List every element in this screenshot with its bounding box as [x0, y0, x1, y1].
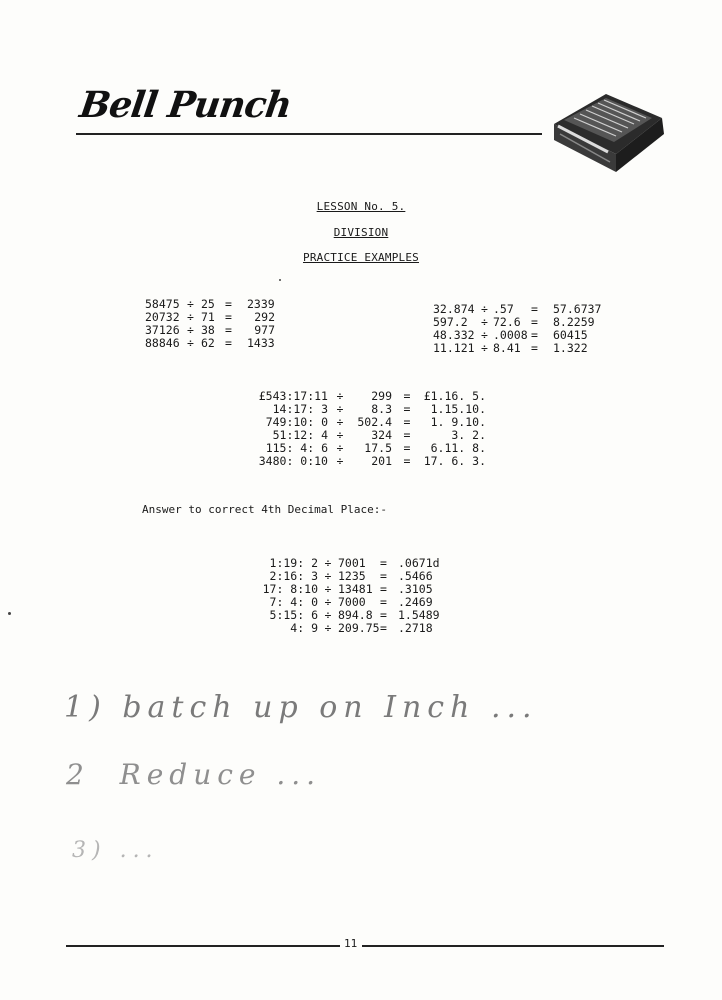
divisor: 38 [201, 323, 215, 337]
handwritten-note-line: 1) batch up on Inch ... [64, 690, 538, 725]
answer: 1.15.10. [430, 402, 486, 416]
division-sign: ÷ [324, 621, 332, 635]
dividend: 749:10: 0 [265, 415, 328, 429]
answer: 292 [254, 310, 275, 324]
equals-sign: = [380, 569, 387, 583]
divisor: 25 [201, 297, 215, 311]
dividend: 32.874 [433, 302, 475, 316]
division-sign: ÷ [324, 582, 332, 596]
equals-sign: = [225, 310, 232, 324]
dividend: 11.121 [433, 341, 475, 355]
page-number: 11 [344, 937, 358, 950]
equals-sign: = [531, 302, 538, 316]
answer: .5466 [398, 569, 433, 583]
answer: 1.322 [553, 341, 588, 355]
division-sign: ÷ [324, 608, 332, 622]
division-sign: ÷ [187, 336, 194, 350]
dividend: 1:19: 2 [269, 556, 318, 570]
header-rule [76, 133, 542, 135]
division-sign: ÷ [481, 341, 488, 355]
scan-speck [8, 612, 11, 615]
division-sign: ÷ [336, 454, 344, 468]
answer: 17. 6. 3. [423, 454, 486, 468]
divisor: 17.5 [364, 441, 392, 455]
divisor: 1235 [338, 569, 366, 583]
divisor: 209.75 [338, 621, 380, 635]
answer: .0671d [398, 556, 440, 570]
dividend: 48.332 [433, 328, 475, 342]
footer-rule-right [362, 945, 664, 947]
divisor: 71 [201, 310, 215, 324]
equals-sign: = [531, 341, 538, 355]
calculating-machine-picture [544, 76, 672, 176]
dividend: 51:12: 4 [272, 428, 328, 442]
answer: 2339 [247, 297, 275, 311]
division-block-fourth-decimal [262, 557, 440, 635]
answer: 6.11. 8. [430, 441, 486, 455]
division-sign: ÷ [481, 328, 488, 342]
handwritten-note-line: 3) ... [72, 838, 159, 863]
equals-sign: = [403, 415, 411, 429]
scan-speck [279, 279, 281, 281]
equals-sign: = [403, 428, 411, 442]
divisor: .0008 [493, 328, 528, 342]
dividend: 597.2 [433, 315, 468, 329]
divisor: 324 [371, 428, 392, 442]
division-sign: ÷ [481, 302, 488, 316]
answer: £1.16. 5. [423, 389, 486, 403]
answer: 60415 [553, 328, 588, 342]
divisor: 13481 [338, 582, 373, 596]
answer: .3105 [398, 582, 433, 596]
answer: 1.5489 [398, 608, 440, 622]
equals-sign: = [403, 389, 411, 403]
dividend: 5:15: 6 [269, 608, 318, 622]
division-row [262, 622, 440, 635]
division-sign: ÷ [187, 297, 194, 311]
division-sign: ÷ [336, 402, 344, 416]
decimal-place-note: Answer to correct 4th Decimal Place:- [142, 503, 388, 516]
dividend: £543:17:11 [258, 389, 328, 403]
dividend: 14:17: 3 [272, 402, 328, 416]
division-sign: ÷ [187, 323, 194, 337]
division-sign: ÷ [187, 310, 194, 324]
dividend: 3480: 0:10 [258, 454, 328, 468]
equals-sign: = [403, 402, 411, 416]
answer: 8.2259 [553, 315, 595, 329]
division-sign: ÷ [336, 389, 344, 403]
divisor: 8.41 [493, 341, 521, 355]
division-sign: ÷ [481, 315, 488, 329]
divisor: 894.8 [338, 608, 373, 622]
equals-sign: = [380, 595, 387, 609]
equals-sign: = [531, 328, 538, 342]
dividend: 4: 9 [290, 621, 318, 635]
equals-sign: = [225, 336, 232, 350]
divisor: 7000 [338, 595, 366, 609]
division-row [145, 337, 275, 350]
divisor: 62 [201, 336, 215, 350]
division-sign: ÷ [336, 415, 344, 429]
equals-sign: = [403, 454, 411, 468]
footer-rule-left [66, 945, 340, 947]
division-sign: ÷ [336, 428, 344, 442]
division-sign: ÷ [324, 556, 332, 570]
dividend: 7: 4: 0 [269, 595, 318, 609]
section-title: PRACTICE EXAMPLES [303, 251, 419, 264]
division-row [256, 455, 486, 468]
bell-punch-logo: Bell Punch [77, 84, 294, 126]
dividend: 17: 8:10 [262, 582, 318, 596]
division-sign: ÷ [324, 569, 332, 583]
equals-sign: = [225, 297, 232, 311]
divisor: 502.4 [357, 415, 392, 429]
equals-sign: = [380, 608, 387, 622]
answer: 977 [254, 323, 275, 337]
division-row [433, 342, 601, 355]
divisor: 299 [371, 389, 392, 403]
topic-title: DIVISION [333, 226, 389, 239]
equals-sign: = [380, 621, 387, 635]
equals-sign: = [225, 323, 232, 337]
division-block-decimals [433, 303, 601, 355]
division-block-integers [145, 298, 275, 350]
dividend: 37126 [145, 323, 180, 337]
answer: .2469 [398, 595, 433, 609]
equals-sign: = [380, 582, 387, 596]
division-block-money [256, 390, 486, 468]
answer: .2718 [398, 621, 433, 635]
divisor: 72.6 [493, 315, 521, 329]
answer: 57.6737 [553, 302, 602, 316]
handwritten-note-line: 2 Reduce ... [66, 758, 322, 791]
divisor: 8.3 [371, 402, 392, 416]
dividend: 58475 [145, 297, 180, 311]
lesson-title: LESSON No. 5. [316, 200, 406, 213]
division-sign: ÷ [336, 441, 344, 455]
answer: 3. 2. [451, 428, 486, 442]
divisor: .57 [493, 302, 514, 316]
dividend: 115: 4: 6 [265, 441, 328, 455]
dividend: 20732 [145, 310, 180, 324]
answer: 1. 9.10. [430, 415, 486, 429]
dividend: 88846 [145, 336, 180, 350]
division-sign: ÷ [324, 595, 332, 609]
divisor: 7001 [338, 556, 366, 570]
answer: 1433 [247, 336, 275, 350]
equals-sign: = [531, 315, 538, 329]
equals-sign: = [380, 556, 387, 570]
divisor: 201 [371, 454, 392, 468]
dividend: 2:16: 3 [269, 569, 318, 583]
equals-sign: = [403, 441, 411, 455]
